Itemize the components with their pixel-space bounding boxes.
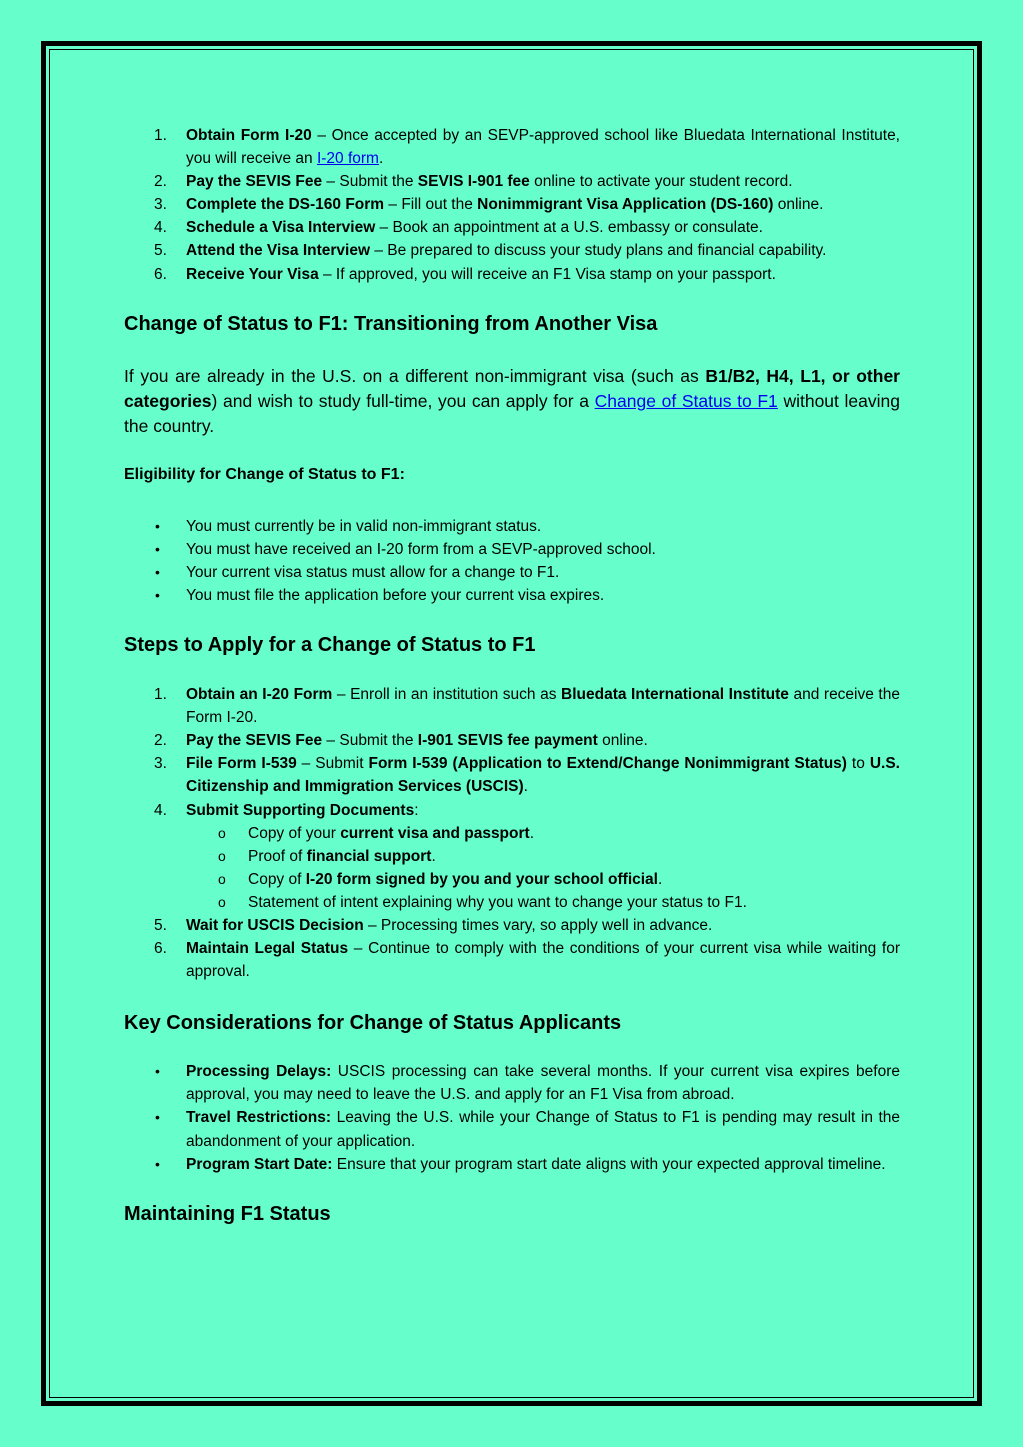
- step-emphasis: U.S. Citizenship and Immigration Services (USCIS): [186, 755, 900, 796]
- sub-bullet-marker: o: [218, 893, 226, 910]
- step-text: .: [523, 778, 528, 796]
- list-number: 1.: [154, 686, 167, 704]
- f1-visa-steps-list: [124, 124, 900, 286]
- list-item: [124, 683, 900, 729]
- list-item: [124, 538, 900, 561]
- sub-list-item: [124, 822, 900, 845]
- step-text: online.: [597, 732, 648, 750]
- sub-item-text: Copy of your: [248, 824, 341, 842]
- step-text: – Submit the: [322, 732, 418, 750]
- step-text: :: [414, 801, 419, 819]
- list-item: [124, 799, 900, 822]
- sub-bullet-marker: o: [218, 824, 226, 841]
- step-text: – Submit the: [322, 173, 418, 191]
- list-number: 4.: [154, 219, 167, 237]
- list-item: [124, 914, 900, 937]
- list-item: [124, 263, 900, 286]
- paragraph-text: ) and wish to study full-time, you can apply for a: [211, 390, 595, 411]
- consideration-text: Ensure that your program start date aligns with your expected approval timeline.: [332, 1155, 886, 1173]
- list-item: [124, 515, 900, 538]
- step-text: – Book an appointment at a U.S. embassy or consulate.: [375, 219, 763, 237]
- step-emphasis: Bluedata International Institute: [561, 686, 789, 704]
- list-number: 1.: [154, 127, 167, 144]
- step-emphasis: SEVIS I-901 fee: [417, 173, 530, 191]
- list-number: 3.: [154, 755, 167, 773]
- list-number: 6.: [154, 940, 167, 958]
- sub-item-emphasis: I-20 form signed by you and your school official: [305, 870, 658, 888]
- step-emphasis: Form I-539 (Application to Extend/Change Nonimmigrant Status): [368, 755, 847, 773]
- paragraph-text: without leaving the country.: [124, 390, 900, 436]
- list-item: [124, 193, 900, 216]
- sub-list-item: [124, 868, 900, 891]
- sub-list-item: [124, 891, 900, 914]
- bullet-marker: •: [155, 586, 160, 603]
- list-item-text: Your current visa status must allow for a change to F1.: [186, 563, 560, 581]
- bullet-marker: •: [155, 517, 160, 534]
- step-text: – Enroll in an institution such as: [332, 686, 562, 704]
- list-item: [124, 124, 900, 170]
- step-text: – Processing times vary, so apply well in advance.: [363, 916, 713, 934]
- sub-item-text: .: [657, 870, 663, 888]
- sub-item-text: .: [431, 847, 436, 865]
- step-title: Pay the SEVIS Fee: [186, 173, 323, 191]
- consideration-title: Travel Restrictions:: [186, 1109, 332, 1127]
- i20-form-link[interactable]: I-20 form: [316, 150, 379, 168]
- step-text: online to activate your student record.: [529, 173, 793, 191]
- list-number: 2.: [154, 732, 167, 750]
- step-title: Obtain Form I-20: [186, 127, 312, 144]
- sub-item-emphasis: current visa and passport: [340, 824, 530, 842]
- consideration-text: Leaving the U.S. while your Change of Status to F1 is pending may result in the abandonment of your application.: [186, 1109, 900, 1150]
- bullet-marker: •: [155, 1063, 160, 1080]
- consideration-title: Processing Delays:: [186, 1063, 332, 1081]
- list-number: 3.: [154, 196, 167, 214]
- step-title: Submit Supporting Documents: [186, 801, 415, 819]
- sub-bullet-marker: o: [218, 847, 226, 864]
- list-item: [124, 170, 900, 193]
- step-text: – Continue to comply with the conditions of your current visa while waiting for approval.: [186, 940, 900, 981]
- step-text: – Fill out the: [384, 196, 478, 214]
- step-title: Receive Your Visa: [186, 265, 319, 283]
- list-number: 6.: [154, 265, 167, 283]
- document-content: [124, 124, 900, 1226]
- list-number: 5.: [154, 916, 167, 934]
- list-item: [124, 584, 900, 607]
- step-title: Pay the SEVIS Fee: [186, 732, 323, 750]
- step-emphasis: I-901 SEVIS fee payment: [417, 732, 598, 750]
- consideration-text: USCIS processing can take several months. If your current visa expires before approval, you may need to leave the U.S. and apply for an F1 Visa from abroad.: [186, 1063, 900, 1104]
- step-text: and receive the Form I-20.: [186, 686, 900, 727]
- step-title: Schedule a Visa Interview: [186, 219, 376, 237]
- sub-item-text: Statement of intent explaining why you want to change your status to F1.: [248, 893, 747, 911]
- bullet-marker: •: [155, 1109, 160, 1126]
- sub-item-text: Proof of: [248, 847, 307, 865]
- section-heading: Steps to Apply for a Change of Status to F1: [124, 634, 536, 657]
- key-considerations-list: [124, 1060, 900, 1175]
- sub-bullet-marker: o: [218, 870, 226, 887]
- change-of-status-steps-list: [124, 683, 900, 983]
- change-of-status-paragraph: [124, 364, 900, 439]
- step-title: Attend the Visa Interview: [186, 242, 371, 260]
- list-number: 2.: [154, 173, 167, 191]
- bullet-marker: •: [155, 1155, 160, 1172]
- list-item-text: You must currently be in valid non-immigrant status.: [186, 517, 542, 535]
- list-item-text: You must have received an I-20 form from a SEVP-approved school.: [186, 540, 656, 558]
- list-item: [124, 1106, 900, 1152]
- step-text: – Submit: [296, 755, 369, 773]
- bullet-marker: •: [155, 563, 160, 580]
- bullet-marker: •: [155, 540, 160, 557]
- step-title: File Form I-539: [186, 755, 297, 773]
- list-item: [124, 1060, 900, 1106]
- step-title: Maintain Legal Status: [186, 940, 349, 958]
- step-text: .: [378, 150, 384, 168]
- section-heading: Change of Status to F1: Transitioning from Another Visa: [124, 312, 658, 335]
- change-of-status-link[interactable]: Change of Status to F1: [594, 390, 778, 411]
- list-item: [124, 937, 900, 983]
- step-text: – Once accepted by an SEVP-approved school like Bluedata International Institute, you will receive an: [186, 127, 900, 168]
- step-text: – Be prepared to discuss your study plans and financial capability.: [370, 242, 827, 260]
- list-item: [124, 239, 900, 262]
- paragraph-text: If you are already in the U.S. on a different non-immigrant visa (such as: [124, 365, 706, 386]
- sub-item-text: .: [529, 824, 535, 842]
- list-number: 5.: [154, 242, 167, 260]
- section-heading: Key Considerations for Change of Status Applicants: [124, 1012, 622, 1035]
- sub-item-text: Copy of: [248, 870, 306, 888]
- step-title: Complete the DS-160 Form: [186, 196, 385, 214]
- step-text: – If approved, you will receive an F1 Visa stamp on your passport.: [318, 265, 776, 283]
- eligibility-list: [124, 515, 900, 607]
- sub-list-item: [124, 845, 900, 868]
- step-text: online.: [773, 196, 824, 214]
- list-item: [124, 561, 900, 584]
- consideration-title: Program Start Date:: [186, 1155, 333, 1173]
- step-title: Wait for USCIS Decision: [186, 916, 364, 934]
- list-item: [124, 752, 900, 798]
- list-item: [124, 729, 900, 752]
- list-item: [124, 216, 900, 239]
- step-emphasis: Nonimmigrant Visa Application (DS-160): [477, 196, 774, 214]
- section-heading: Maintaining F1 Status: [124, 1202, 331, 1225]
- paragraph-emphasis: B1/B2, H4, L1, or other categories: [124, 365, 900, 411]
- list-item-text: You must file the application before your current visa expires.: [186, 586, 605, 604]
- step-text: to: [846, 755, 870, 773]
- subsection-heading: Eligibility for Change of Status to F1:: [124, 465, 405, 483]
- sub-item-emphasis: financial support: [306, 847, 432, 865]
- list-number: 4.: [154, 801, 167, 819]
- list-item: [124, 1153, 900, 1176]
- step-title: Obtain an I-20 Form: [186, 686, 333, 704]
